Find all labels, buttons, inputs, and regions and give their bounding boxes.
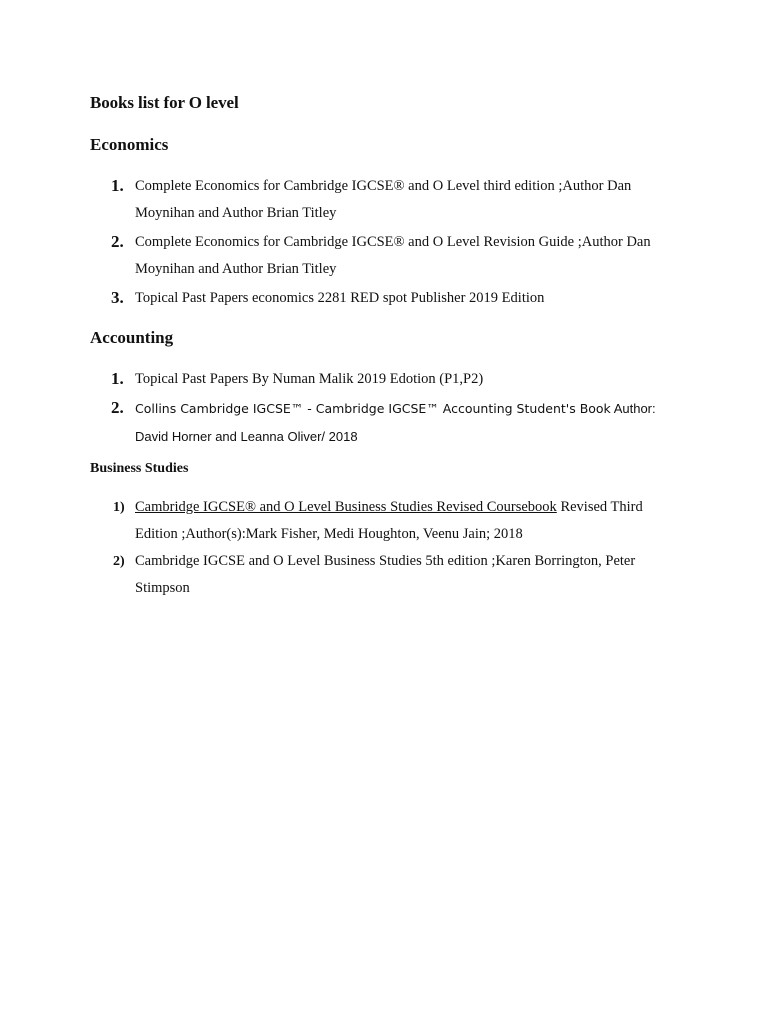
item-text-line: Topical Past Papers economics 2281 RED spot Publisher 2019 Edition [135, 290, 545, 306]
list-number: 1. [111, 369, 124, 388]
item-text-line: Cambridge IGCSE and O Level Business Studies 5th edition ;Karen Borrington, Peter [135, 553, 636, 569]
list-number: 2. [111, 232, 124, 251]
item-text-line: Edition ;Author(s):Mark Fisher, Medi Houghton, Veenu Jain; 2018 [135, 526, 523, 542]
list-item [90, 548, 690, 602]
section-heading-economics: Economics [90, 135, 169, 154]
item-text-line: Complete Economics for Cambridge IGCSE® and O Level Revision Guide ;Author Dan [135, 234, 651, 250]
list-item [90, 229, 690, 283]
accounting-list [90, 366, 690, 451]
list-item [90, 395, 690, 451]
item-text-line: Topical Past Papers By Numan Malik 2019 Edotion (P1,P2) [135, 371, 484, 387]
economics-list [90, 173, 690, 312]
list-number: 1. [111, 176, 124, 195]
item-text-line: Collins Cambridge IGCSE™ - Cambridge IGCSE™ Accounting Student's Book [135, 401, 611, 416]
section-heading-accounting: Accounting [90, 328, 174, 347]
item-text-line: Author: [610, 401, 656, 416]
business-studies-list [90, 494, 690, 602]
section-heading-business-studies: Business Studies [90, 461, 189, 476]
list-item [90, 285, 690, 312]
item-text-line: Stimpson [135, 580, 190, 596]
list-number: 2. [111, 398, 124, 417]
list-number: 2) [113, 554, 125, 569]
list-item [90, 173, 690, 227]
list-number: 3. [111, 288, 124, 307]
document-title: Books list for O level [90, 93, 239, 112]
item-text-line: Revised Third [556, 499, 643, 515]
item-text-line: Complete Economics for Cambridge IGCSE® and O Level third edition ;Author Dan [135, 178, 632, 194]
item-text-line: Moynihan and Author Brian Titley [135, 205, 337, 221]
list-item [90, 494, 690, 548]
list-item [90, 366, 690, 393]
book-link[interactable]: Cambridge IGCSE® and O Level Business Studies Revised Coursebook [135, 499, 557, 515]
list-number: 1) [113, 500, 125, 515]
item-text-line: David Horner and Leanna Oliver/ 2018 [135, 429, 358, 444]
item-text-line: Moynihan and Author Brian Titley [135, 261, 337, 277]
